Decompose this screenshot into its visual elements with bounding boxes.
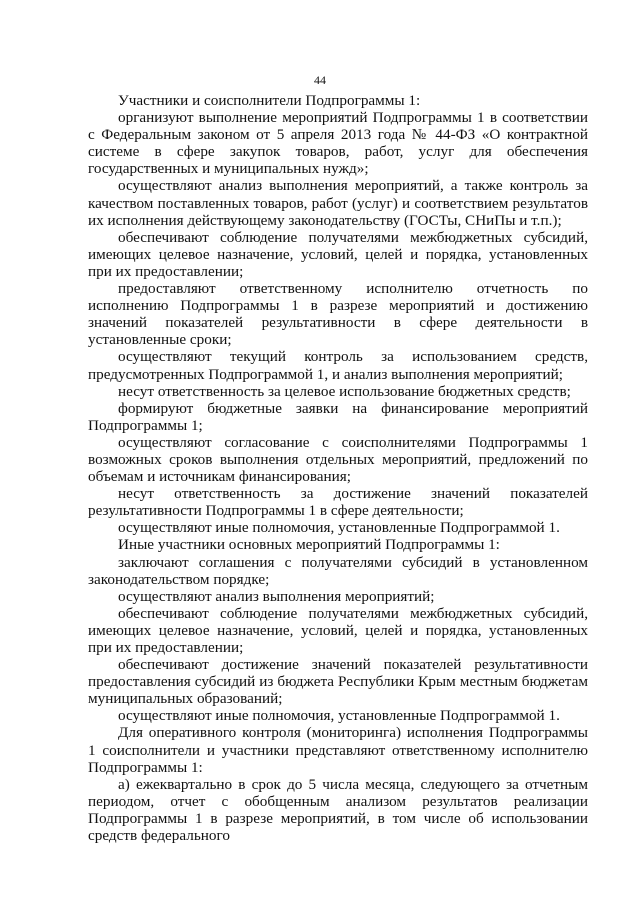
paragraph: Иные участники основных мероприятий Подпрограммы 1: [118, 536, 500, 554]
paragraph: осуществляют анализ выполнения мероприятий, а также контроль за качеством поставленных товаров, работ (услуг) и соответствием результатов их исполнения действующему законодательству (ГОСТы, СНиПы и т.п.); [88, 177, 588, 229]
paragraph: несут ответственность за достижение значений показателей результативности Подпрограммы 1 в сфере деятельности; [88, 485, 588, 520]
paragraph: осуществляют текущий контроль за использованием средств, предусмотренных Подпрограммой 1, и анализ выполнения мероприятий; [88, 348, 588, 383]
paragraph: Участники и соисполнители Подпрограммы 1: [118, 92, 421, 109]
paragraph: заключают соглашения с получателями субсидий в установленном законодательством порядке; [88, 553, 588, 588]
paragraph: предоставляют ответственному исполнителю отчетность по исполнению Подпрограммы 1 в разрезе мероприятий и достижению значений показателей результативности в сфере деятельности в установленные сроки; [88, 280, 588, 349]
paragraph: осуществляют согласование с соисполнителями Подпрограммы 1 возможных сроков выполнения отдельных мероприятий, предложений по объемам и источникам финансирования; [88, 433, 588, 486]
paragraph: обеспечивают достижение значений показателей результативности предоставления субсидий из бюджета Республики Крым местным бюджетам муниципальных образований; [88, 656, 588, 708]
paragraph: обеспечивают соблюдение получателями межбюджетных субсидий, имеющих целевое назначение, условий, целей и порядка, установленных при их предоставлении; [88, 228, 588, 280]
paragraph: а) ежеквартально в срок до 5 числа месяца, следующего за отчетным периодом, отчет с обобщенным анализом результатов реализации Подпрограммы 1 в разрезе мероприятий, в том числе об использовании средств федерального [88, 775, 588, 845]
paragraph: формируют бюджетные заявки на финансирование мероприятий Подпрограммы 1; [88, 399, 588, 434]
paragraph: Для оперативного контроля (мониторинга) исполнения Подпрограммы 1 соисполнители и участники представляют ответственному исполнителю Подпрограммы 1: [88, 724, 588, 776]
paragraph: организуют выполнение мероприятий Подпрограммы 1 в соответствии с Федеральным законом от 5 апреля 2013 года № 44-ФЗ «О контрактной системе в сфере закупок товаров, работ, услуг для обеспечения государственных и муниципальных нужд»; [88, 109, 588, 178]
paragraph: несут ответственность за целевое использование бюджетных средств; [118, 382, 571, 400]
paragraph: осуществляют анализ выполнения мероприятий; [118, 587, 435, 605]
page-number: 44 [314, 73, 326, 87]
body-text [88, 92, 588, 844]
paragraph: осуществляют иные полномочия, установленные Подпрограммой 1. [118, 707, 560, 725]
paragraph: обеспечивают соблюдение получателями межбюджетных субсидий, имеющих целевое назначение, условий, целей и порядка, установленных при их предоставлении; [88, 604, 588, 656]
paragraph: осуществляют иные полномочия, установленные Подпрограммой 1. [118, 519, 560, 537]
